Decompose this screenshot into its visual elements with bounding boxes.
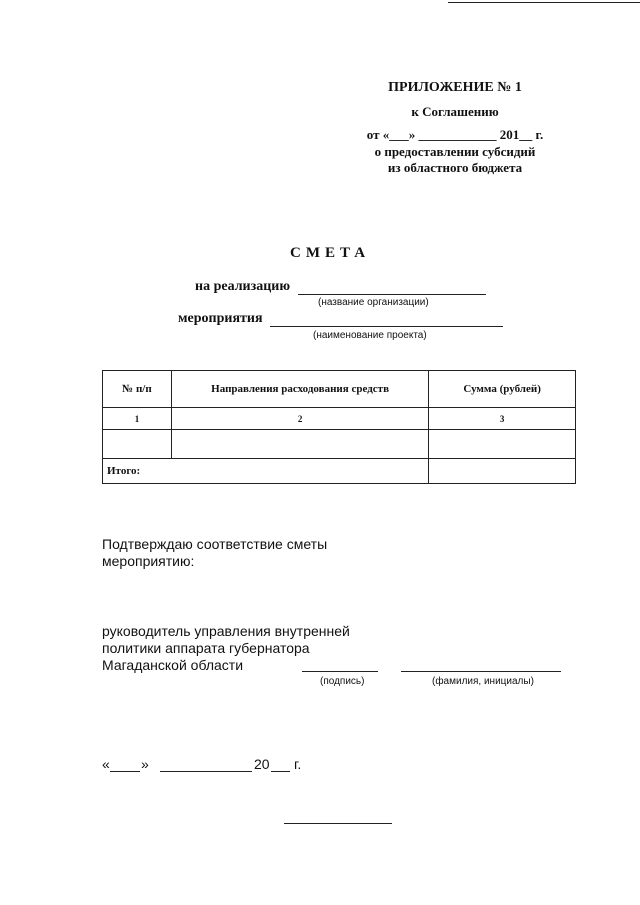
document-title: СМЕТА (290, 245, 371, 261)
confirm-line-2: мероприятию: (102, 553, 195, 569)
table-header-row (103, 371, 576, 408)
signer-line-3: Магаданской области (102, 657, 244, 673)
agreement-date: от «___» ____________ 201__ г. (366, 127, 544, 142)
agreement-ref: к Соглашению (411, 104, 499, 119)
event-label: мероприятия (178, 311, 263, 326)
col-header-number: № п/п (103, 371, 172, 408)
realization-line (298, 294, 486, 295)
name-hint: (фамилия, инициалы) (432, 676, 534, 687)
name-line (401, 671, 561, 672)
signer-line-2: политики аппарата губернатора (102, 640, 310, 656)
signer-line-1: руководитель управления внутренней (102, 623, 350, 639)
date-year-line (271, 771, 290, 772)
col-number-1: 1 (103, 408, 172, 430)
estimate-table (102, 370, 576, 484)
appendix-title: ПРИЛОЖЕНИЕ № 1 (388, 80, 522, 95)
realization-hint: (название организации) (318, 297, 429, 308)
agreement-subject-2: из областного бюджета (387, 160, 523, 175)
col-header-sum: Сумма (рублей) (429, 371, 576, 408)
event-hint: (наименование проекта) (313, 330, 427, 341)
date-day-line (110, 771, 140, 772)
date-year-prefix: 20 (254, 756, 270, 772)
table-number-row (103, 408, 576, 430)
date-month-line (160, 771, 252, 772)
col-number-3: 3 (429, 408, 576, 430)
signature-hint: (подпись) (320, 676, 365, 687)
signature-line (302, 671, 378, 672)
top-edge-rule (448, 2, 640, 3)
event-line (270, 326, 503, 327)
bottom-signature-line (284, 823, 392, 824)
col-number-2: 2 (171, 408, 428, 430)
date-year-suffix: г. (294, 756, 302, 772)
table-cell (429, 430, 576, 459)
agreement-subject-1: о предоставлении субсидий (374, 144, 536, 159)
confirm-line-1: Подтверждаю соответствие сметы (102, 536, 328, 552)
table-cell (171, 430, 428, 459)
col-header-direction: Направления расходования средств (171, 371, 428, 408)
date-day-open: « (102, 756, 110, 772)
table-total-row (103, 459, 576, 484)
total-label: Итого: (103, 459, 429, 484)
total-value (429, 459, 576, 484)
date-day-close: » (141, 756, 149, 772)
table-cell (103, 430, 172, 459)
table-row (103, 430, 576, 459)
realization-label: на реализацию (195, 279, 291, 294)
